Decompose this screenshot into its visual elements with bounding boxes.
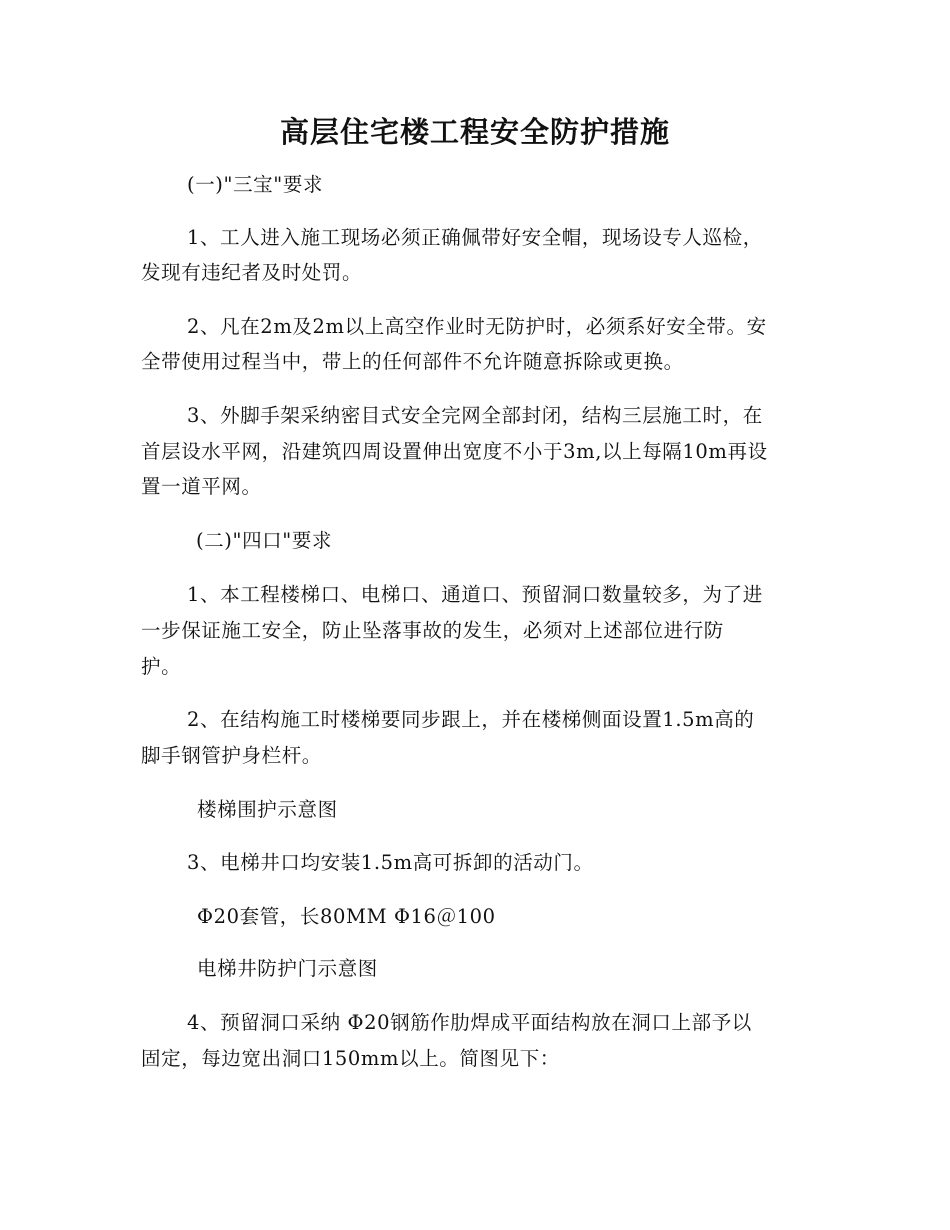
paragraph-line: 一步保证施工安全，防止坠落事故的发生，必须对上述部位进行防 xyxy=(141,619,724,642)
paragraph-line: 2、在结构施工时楼梯要同步跟上，并在楼梯侧面设置1.5m高的 xyxy=(187,708,755,731)
paragraph-line: 3、电梯井口均安装1.5m高可拆卸的活动门。 xyxy=(187,851,594,874)
paragraph-line: 首层设水平网，沿建筑四周设置伸出宽度不小于3m,以上每隔10m再设 xyxy=(141,440,768,463)
figure-annotation: Φ20套管，长80MM Φ16＠100 xyxy=(197,905,496,928)
document-title: 高层住宅楼工程安全防护措施 xyxy=(279,115,670,149)
paragraph-line: 3、外脚手架采纳密目式安全完网全部封闭，结构三层施工时，在 xyxy=(187,404,763,427)
paragraph-line: 1、工人进入施工现场必须正确佩带好安全帽，现场设专人巡检， xyxy=(187,226,763,249)
paragraph-line: 1、本工程楼梯口、电梯口、通道口、预留洞口数量较多，为了进 xyxy=(187,583,763,606)
paragraph-line: 发现有违纪者及时处罚。 xyxy=(141,261,363,284)
paragraph-line: 2、凡在2m及2m以上高空作业时无防护时，必须系好安全带。安 xyxy=(187,315,767,338)
section-heading-three-treasures: (一)"三宝"要求 xyxy=(187,173,324,196)
paragraph-line: 固定，每边宽出洞口150mm以上。简图见下： xyxy=(141,1047,560,1070)
paragraph-line: 4、预留洞口采纳 Φ20钢筋作肋焊成平面结构放在洞口上部予以 xyxy=(187,1011,752,1034)
paragraph-line: 脚手钢管护身栏杆。 xyxy=(141,744,322,767)
figure-caption-elevator-door: 电梯井防护门示意图 xyxy=(197,957,378,980)
section-heading-four-openings: (二)"四口"要求 xyxy=(196,529,333,552)
paragraph-line: 全带使用过程当中，带上的任何部件不允许随意拆除或更换。 xyxy=(141,350,684,373)
figure-caption-stair-guard: 楼梯围护示意图 xyxy=(197,798,338,821)
paragraph-line: 护。 xyxy=(141,655,182,678)
paragraph-line: 置一道平网。 xyxy=(141,475,262,498)
